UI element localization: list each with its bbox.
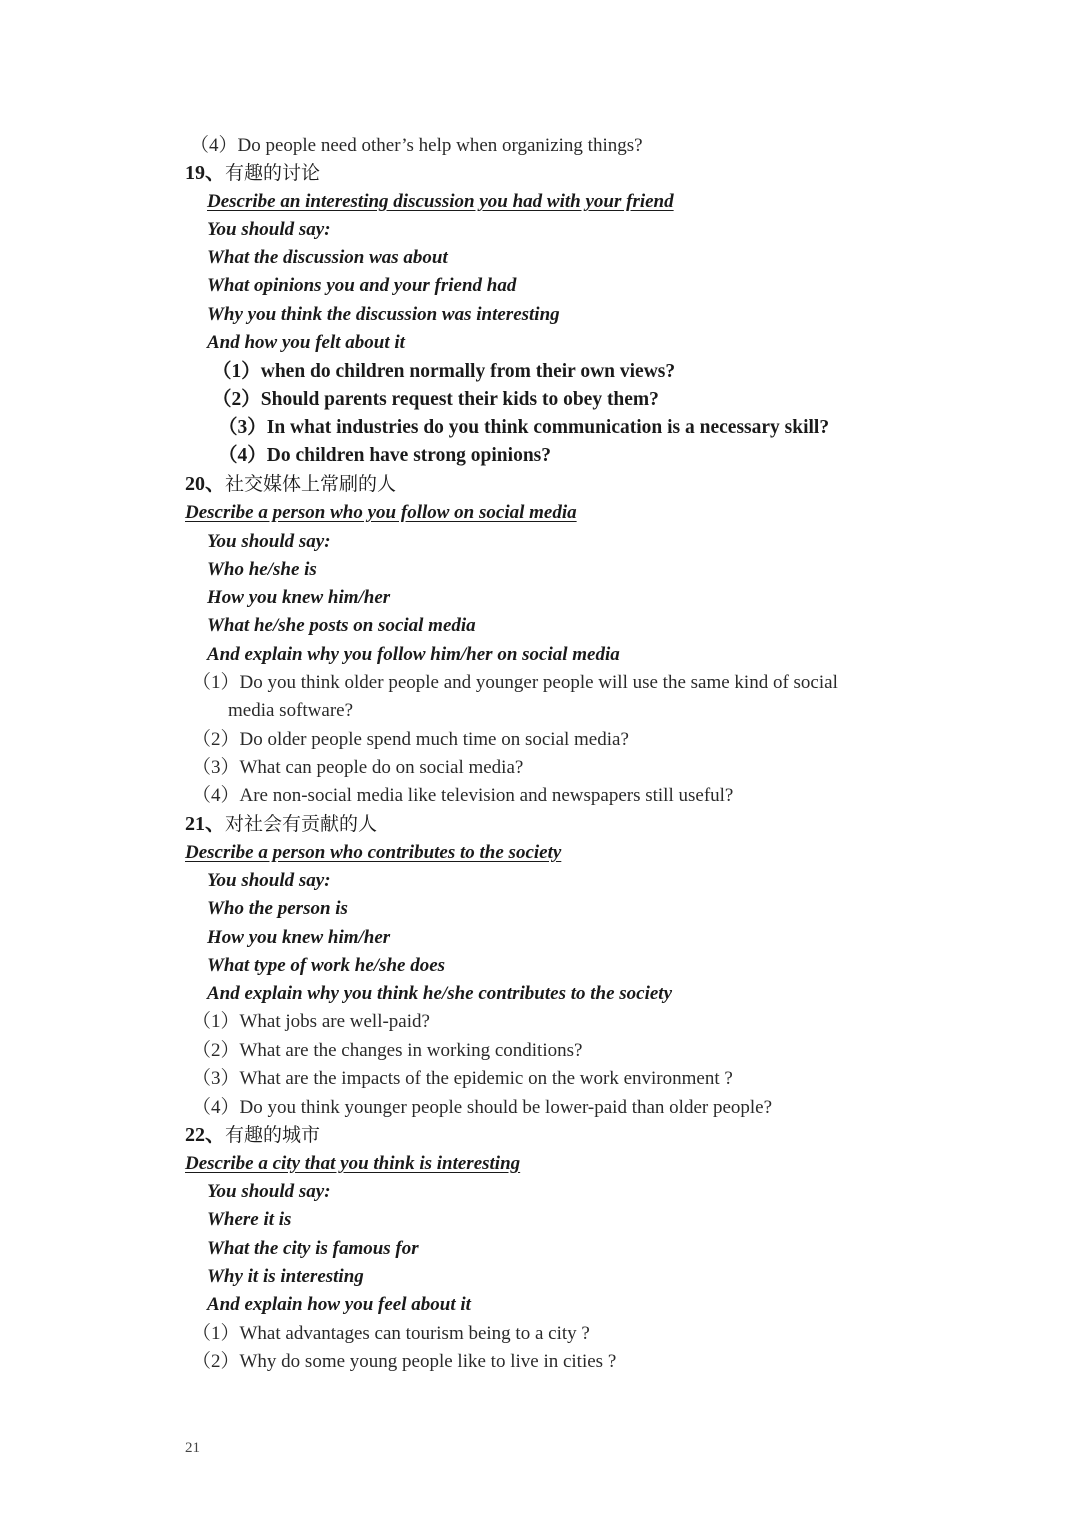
question-item: （3）What are the impacts of the epidemic on the work environment ? <box>192 1068 733 1089</box>
cue-card-title: Describe a person who contributes to the society <box>185 842 562 863</box>
topic-title-zh: 社交媒体上常刷的人 <box>225 473 397 495</box>
topic-heading-19 <box>185 159 320 187</box>
cue-card-point: How you knew him/her <box>207 587 391 608</box>
cue-card-point: Where it is <box>207 1209 292 1230</box>
question-item: （2）Why do some young people like to live in cities ? <box>192 1351 617 1372</box>
question-item: （2）What are the changes in working conditions? <box>192 1040 583 1061</box>
question-item: （1）What jobs are well-paid? <box>192 1011 430 1032</box>
question-item: （2）Do older people spend much time on social media? <box>192 729 629 750</box>
cue-card-point: What opinions you and your friend had <box>207 275 517 296</box>
cue-card-point: And explain why you follow him/her on social media <box>207 644 620 665</box>
cue-card-point: And explain how you feel about it <box>207 1294 471 1315</box>
cue-card-point: What the city is famous for <box>207 1238 419 1259</box>
topic-heading-21 <box>185 810 377 838</box>
question-item-continued: media software? <box>228 700 354 721</box>
question-item: （1）What advantages can tourism being to a city ? <box>192 1323 590 1344</box>
question-item: （4）Do you think younger people should be lower-paid than older people? <box>192 1097 773 1118</box>
cue-card-prompt: You should say: <box>207 531 331 552</box>
topic-title-zh: 有趣的城市 <box>225 1124 321 1146</box>
topic-number: 20、 <box>185 473 225 495</box>
cue-card-title: Describe a person who you follow on social media <box>185 502 577 523</box>
cue-card-point: Why it is interesting <box>207 1266 364 1287</box>
cue-card-prompt: You should say: <box>207 219 331 240</box>
topic-title-zh: 对社会有贡献的人 <box>225 813 378 835</box>
topic-heading-20 <box>185 470 396 498</box>
cue-card-prompt: You should say: <box>207 870 331 891</box>
page-number: 21 <box>185 1440 200 1456</box>
cue-card-point: How you knew him/her <box>207 927 391 948</box>
topic-number: 19、 <box>185 162 225 184</box>
question-item: （4）Do people need other’s help when organizing things? <box>190 135 643 156</box>
cue-card-prompt: You should say: <box>207 1181 331 1202</box>
topic-number: 21、 <box>185 813 225 835</box>
cue-card-point: And how you felt about it <box>207 332 405 353</box>
question-item: （4）Are non-social media like television and newspapers still useful? <box>192 785 734 806</box>
question-item: （1）Do you think older people and younger people will use the same kind of social <box>192 672 838 693</box>
question-item: （2）Should parents request their kids to obey them? <box>212 389 659 410</box>
cue-card-title: Describe a city that you think is interesting <box>185 1153 521 1174</box>
cue-card-point: Who the person is <box>207 898 348 919</box>
cue-card-point: What the discussion was about <box>207 247 448 268</box>
question-item: （4）Do children have strong opinions? <box>218 445 552 466</box>
question-item: （1）when do children normally from their own views? <box>212 361 676 382</box>
cue-card-point: What type of work he/she does <box>207 955 446 976</box>
topic-number: 22、 <box>185 1124 225 1146</box>
cue-card-point: Why you think the discussion was interesting <box>207 304 560 325</box>
question-item: （3）What can people do on social media? <box>192 757 524 778</box>
topic-title-zh: 有趣的讨论 <box>225 162 321 184</box>
cue-card-point: Who he/she is <box>207 559 317 580</box>
question-item: （3）In what industries do you think communication is a necessary skill? <box>218 417 830 438</box>
cue-card-title: Describe an interesting discussion you had with your friend <box>207 191 674 212</box>
cue-card-point: And explain why you think he/she contributes to the society <box>207 983 673 1004</box>
topic-heading-22 <box>185 1121 320 1149</box>
cue-card-point: What he/she posts on social media <box>207 615 476 636</box>
